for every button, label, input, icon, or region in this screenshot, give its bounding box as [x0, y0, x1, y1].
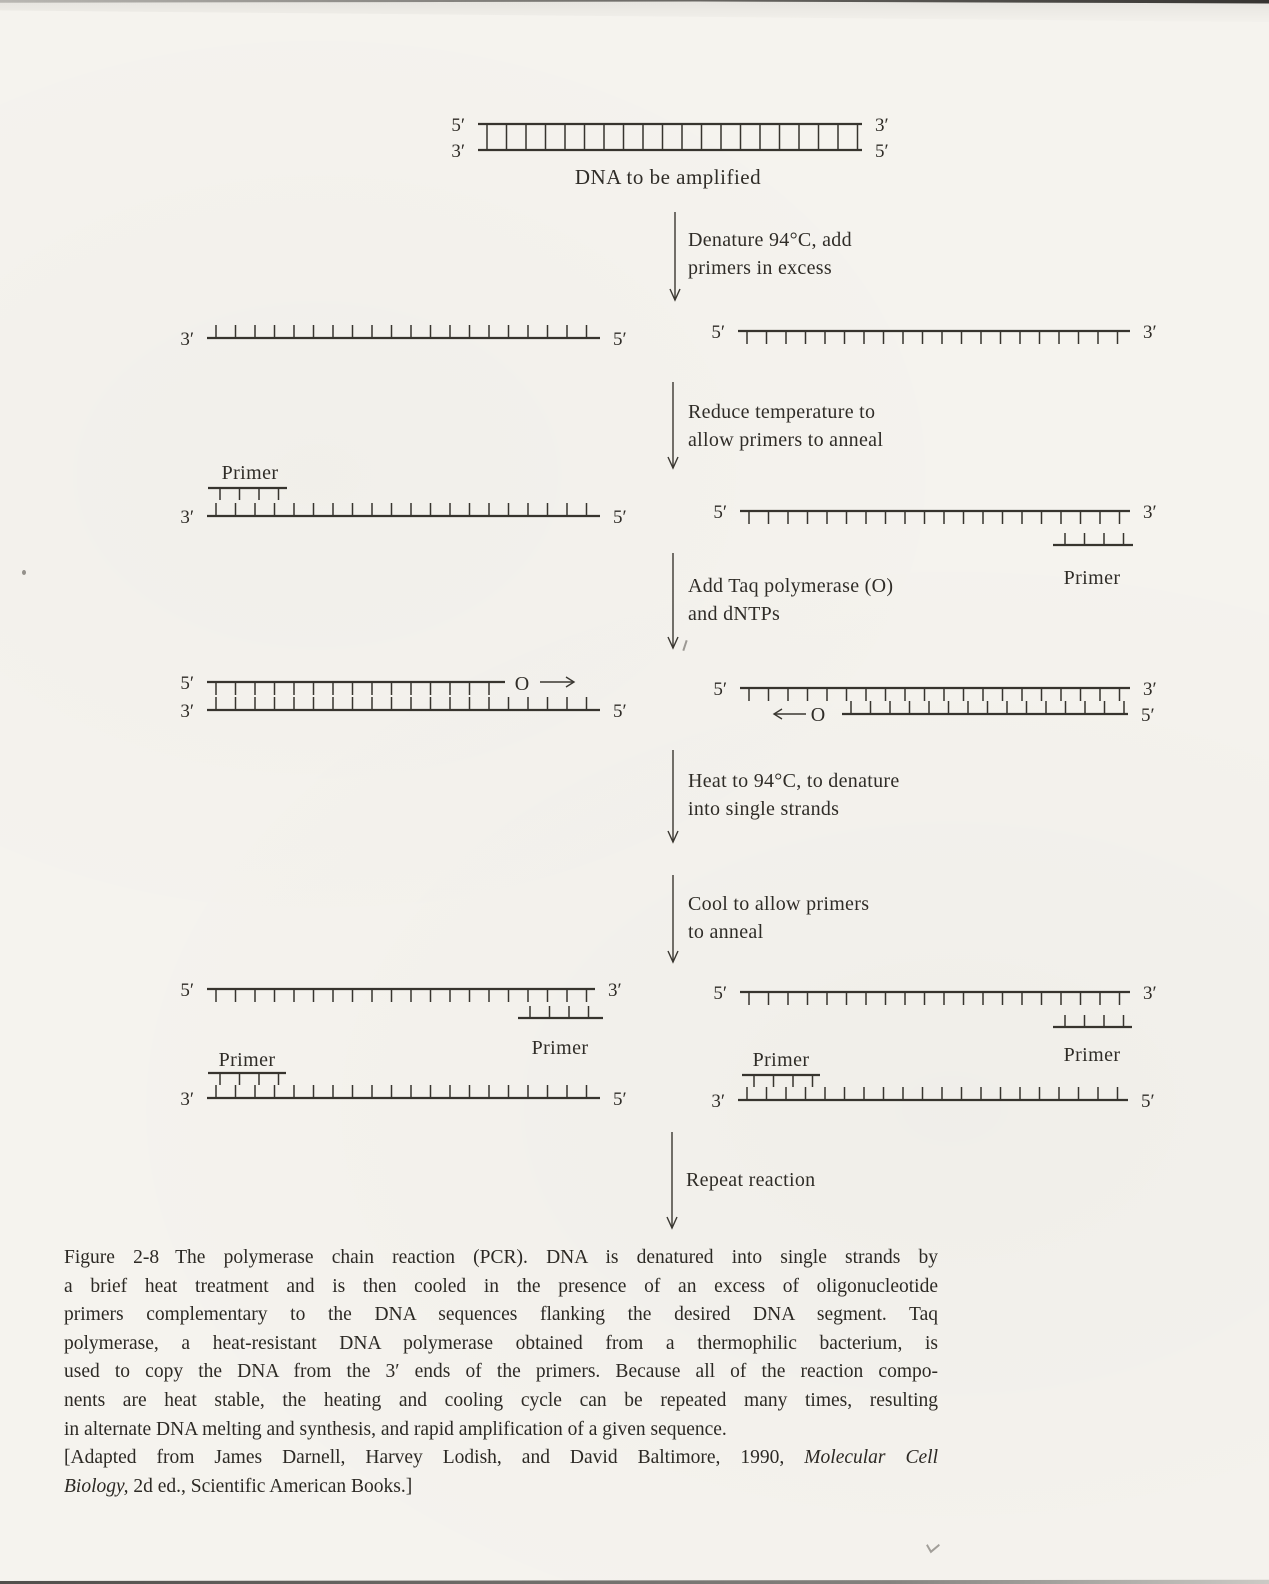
strand-end-label: 3′: [180, 329, 194, 350]
strand-end-label: 5′: [613, 507, 627, 528]
strand-end-label: 5′: [713, 502, 727, 523]
taq-polymerase: [774, 704, 825, 726]
dna-strand: [713, 983, 1156, 1005]
strand-end-label: 3′: [451, 141, 465, 162]
primer: [1053, 1015, 1132, 1066]
primer: [1053, 533, 1133, 589]
strand-end-label: 5′: [711, 322, 725, 343]
step-label: and dNTPs: [688, 603, 781, 625]
step-label: primers in excess: [688, 257, 832, 279]
dna-strand: [713, 679, 1156, 701]
strand-end-label: 5′: [713, 983, 727, 1004]
primer-label: Primer: [752, 1049, 810, 1071]
polymerase-symbol: O: [514, 673, 530, 695]
strand-end-label: 5′: [875, 141, 889, 162]
primer-label: Primer: [531, 1037, 589, 1059]
step-arrow: [668, 382, 883, 468]
strand-end-label: 3′: [711, 1091, 725, 1112]
strand-end-label: 5′: [1141, 1091, 1155, 1112]
caption-italic-text: Biology,: [64, 1475, 129, 1497]
step-label: Repeat reaction: [686, 1169, 816, 1191]
dna-strand: [180, 980, 621, 1002]
strand-end-label: 3′: [608, 980, 622, 1001]
strand-end-label: 5′: [180, 980, 194, 1001]
step-arrow: [668, 750, 900, 842]
dna-strand: [180, 673, 505, 695]
step-label: Cool to allow primers: [688, 893, 870, 915]
primer: [742, 1049, 820, 1087]
step-arrow: [668, 553, 893, 648]
caption-text: 2d ed., Scientific American Books.]: [128, 1475, 413, 1497]
strand-end-label: 5′: [451, 115, 465, 136]
caption-text: polymerase, a heat-resistant DNA polymerase obtained from a thermophilic bacterium, is: [64, 1332, 938, 1354]
strand-end-label: 5′: [1141, 705, 1155, 726]
caption-text: [Adapted from James Darnell, Harvey Lodish, and David Baltimore, 1990,: [64, 1447, 805, 1469]
caption-text: used to copy the DNA from the 3′ ends of the primers. Because all of the reaction compo-: [64, 1361, 938, 1383]
dna-strand: [711, 1087, 1154, 1112]
step-label: Add Taq polymerase (O): [688, 575, 894, 597]
figure-caption: [64, 1244, 938, 1501]
step-label: into single strands: [688, 798, 840, 820]
strand-end-label: 5′: [713, 679, 727, 700]
step-label: Reduce temperature to: [688, 401, 876, 423]
caption-line: [64, 1358, 938, 1387]
strand-end-label: 3′: [180, 701, 194, 722]
caption-line: [64, 1301, 938, 1330]
primer-label: Primer: [1063, 567, 1121, 589]
primer: [208, 462, 287, 500]
dna-strand: [180, 697, 626, 722]
strand-end-label: 3′: [1143, 983, 1157, 1004]
primer-label: Primer: [1063, 1044, 1121, 1066]
caption-text: a brief heat treatment and is then cooled in the presence of an excess of oligonucleotide: [64, 1275, 938, 1297]
step-arrow: [668, 875, 869, 962]
caption-italic-text: Molecular Cell: [804, 1447, 938, 1469]
strand-end-label: 3′: [1143, 502, 1157, 523]
dna-strand: [180, 1085, 626, 1110]
step-arrow: [670, 212, 852, 300]
dna-strand: [451, 137, 888, 162]
caption-text: primers complementary to the DNA sequences flanking the desired DNA segment. Taq: [64, 1304, 938, 1326]
primer: [518, 1006, 603, 1059]
primer: [208, 1049, 286, 1085]
step-arrow: [667, 1132, 815, 1228]
caption-line: [64, 1444, 938, 1473]
polymerase-symbol: O: [810, 704, 826, 726]
caption-text: in alternate DNA melting and synthesis, and rapid amplification of a given sequence.: [64, 1418, 727, 1440]
dna-strand: [180, 503, 626, 528]
step-label: allow primers to anneal: [688, 429, 884, 451]
caption-text: nents are heat stable, the heating and cooling cycle can be repeated many times, resulting: [64, 1389, 938, 1411]
strand-end-label: 5′: [613, 329, 627, 350]
caption-text: The polymerase chain reaction (PCR). DNA is denatured into single strands by: [175, 1247, 938, 1268]
dna-strand: [451, 115, 888, 137]
strand-end-label: 3′: [1143, 679, 1157, 700]
caption-line: [64, 1387, 938, 1416]
taq-polymerase: [515, 673, 574, 695]
dna-strand: [842, 701, 1155, 726]
strand-end-label: 5′: [613, 701, 627, 722]
dna-strand: [180, 325, 626, 350]
caption-line: [64, 1330, 938, 1359]
strand-end-label: 3′: [180, 1089, 194, 1110]
strand-end-label: 3′: [875, 115, 889, 136]
step-label: Heat to 94°C, to denature: [688, 770, 900, 792]
caption-line: [64, 1473, 938, 1502]
strand-end-label: 5′: [180, 673, 194, 694]
caption-line: [64, 1244, 938, 1273]
strand-end-label: 5′: [613, 1089, 627, 1110]
dna-strand: [711, 322, 1156, 344]
step-label: Denature 94°C, add: [688, 229, 852, 251]
dna-strand: [713, 502, 1156, 524]
dna-title: DNA to be amplified: [574, 165, 762, 189]
caption-line: [64, 1416, 938, 1445]
primer-label: Primer: [218, 1049, 276, 1071]
strand-end-label: 3′: [180, 507, 194, 528]
primer-label: Primer: [221, 462, 279, 484]
caption-line: [64, 1273, 938, 1302]
step-label: to anneal: [688, 921, 764, 943]
strand-end-label: 3′: [1143, 322, 1157, 343]
figure-number: Figure 2-8: [64, 1247, 160, 1268]
